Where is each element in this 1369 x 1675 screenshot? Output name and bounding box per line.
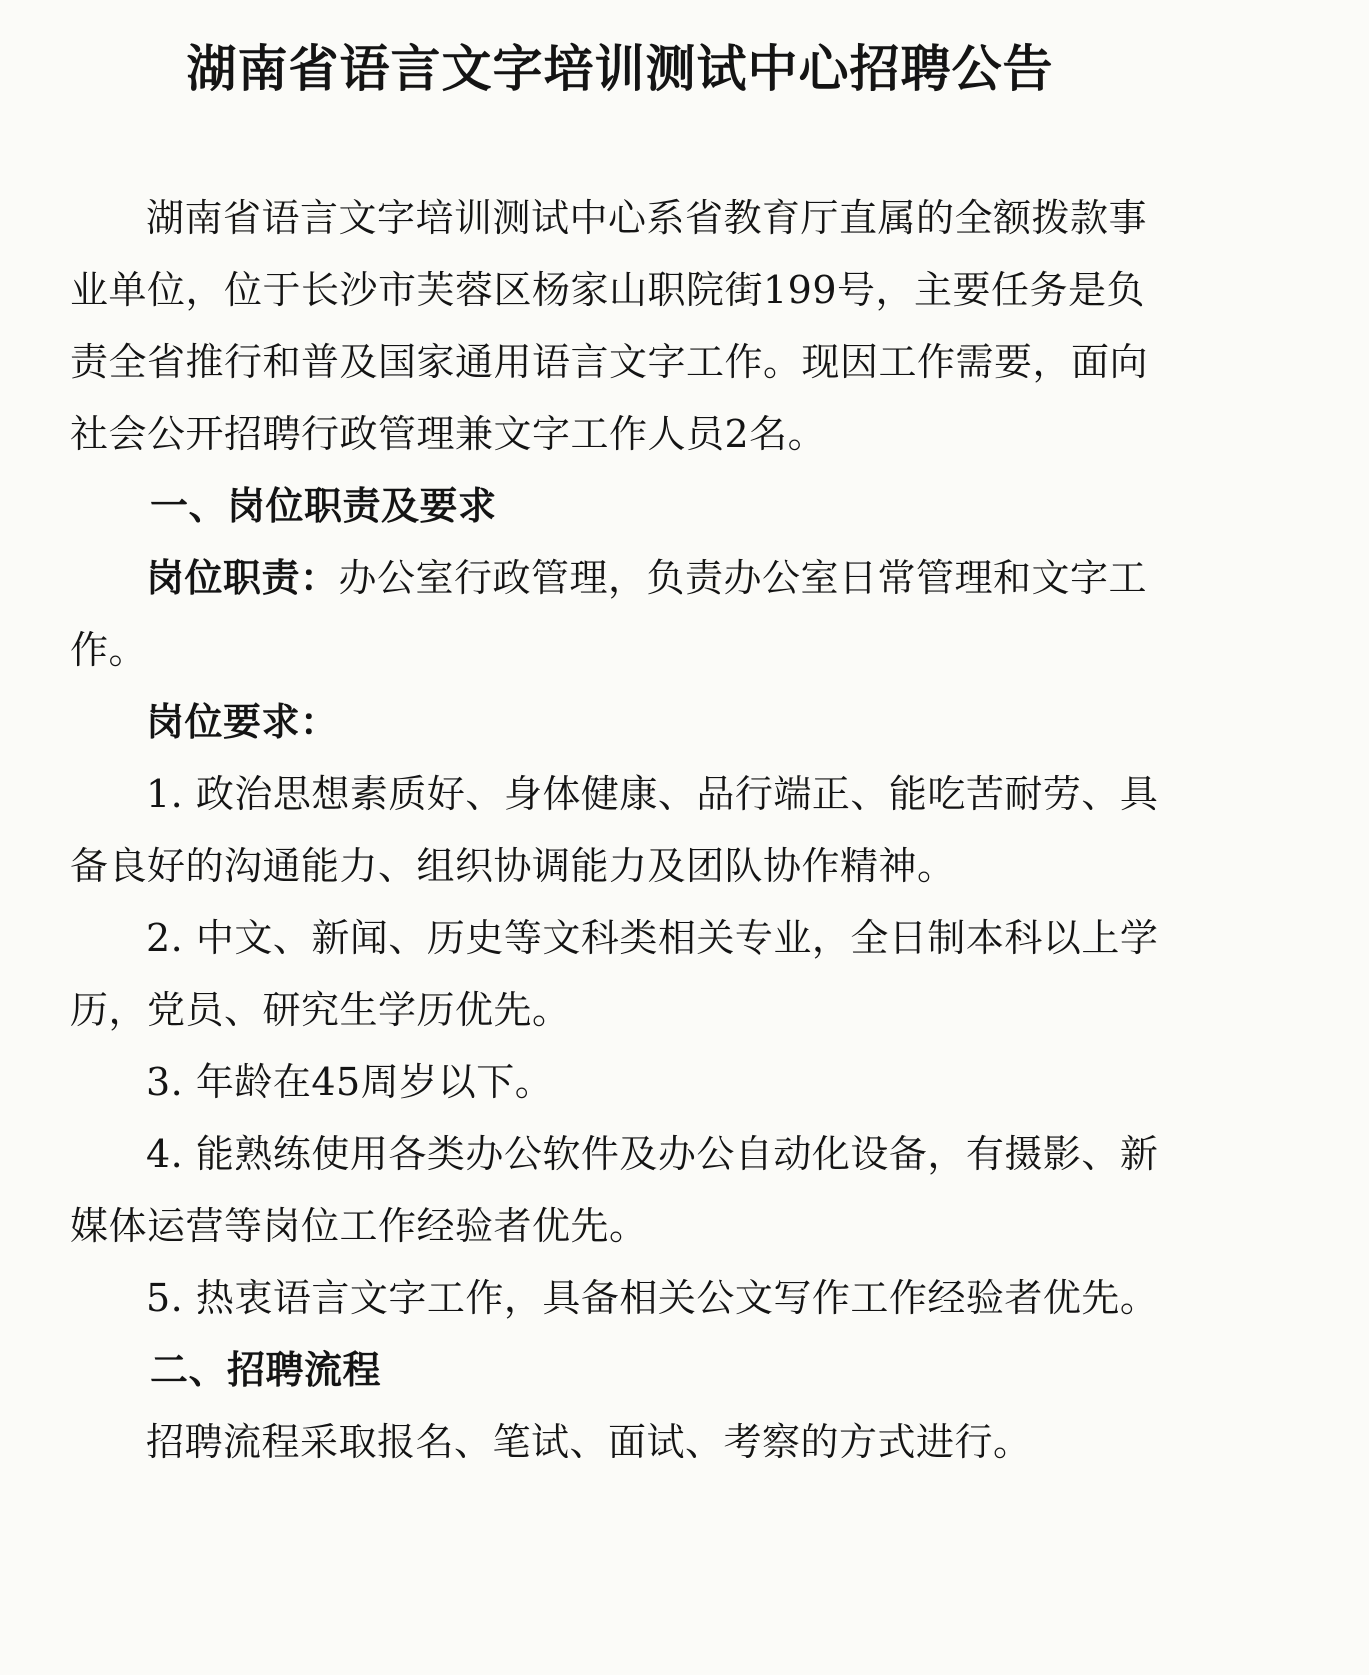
duty-text: 办公室行政管理，负责办公室日常管理和文字工作。 <box>70 556 1148 672</box>
section-heading-duties: 一、岗位职责及要求 <box>150 484 497 528</box>
requirement-item: 1. 政治思想素质好、身体健康、品行端正、能吃苦耐劳、具备良好的沟通能力、组织协调能力及团队协作精神。 <box>70 772 1159 888</box>
document-body <box>70 182 1180 1478</box>
intro-paragraph: 湖南省语言文字培训测试中心系省教育厅直属的全额拨款事业单位，位于长沙市芙蓉区杨家山职院街199号，主要任务是负责全省推行和普及国家通用语言文字工作。现因工作需要，面向社会公开招聘行政管理兼文字工作人员2名。 <box>70 196 1149 456</box>
requirements-label-paragraph <box>70 686 1180 758</box>
document-title: 湖南省语言文字培训测试中心招聘公告 <box>186 40 1054 98</box>
requirements-label: 岗位要求： <box>146 700 339 744</box>
requirement-item: 5. 热衷语言文字工作，具备相关公文写作工作经验者优先。 <box>146 1276 1159 1320</box>
process-paragraph: 招聘流程采取报名、笔试、面试、考察的方式进行。 <box>146 1420 1032 1464</box>
section-heading-process: 二、招聘流程 <box>150 1348 382 1392</box>
duty-paragraph <box>70 542 1180 686</box>
requirement-item: 2. 中文、新闻、历史等文科类相关专业，全日制本科以上学历，党员、研究生学历优先。 <box>70 916 1159 1032</box>
requirement-item: 4. 能熟练使用各类办公软件及办公自动化设备，有摄影、新媒体运营等岗位工作经验者优先。 <box>70 1132 1159 1248</box>
duty-label: 岗位职责： <box>146 556 339 600</box>
requirement-item: 3. 年龄在45周岁以下。 <box>146 1060 554 1104</box>
